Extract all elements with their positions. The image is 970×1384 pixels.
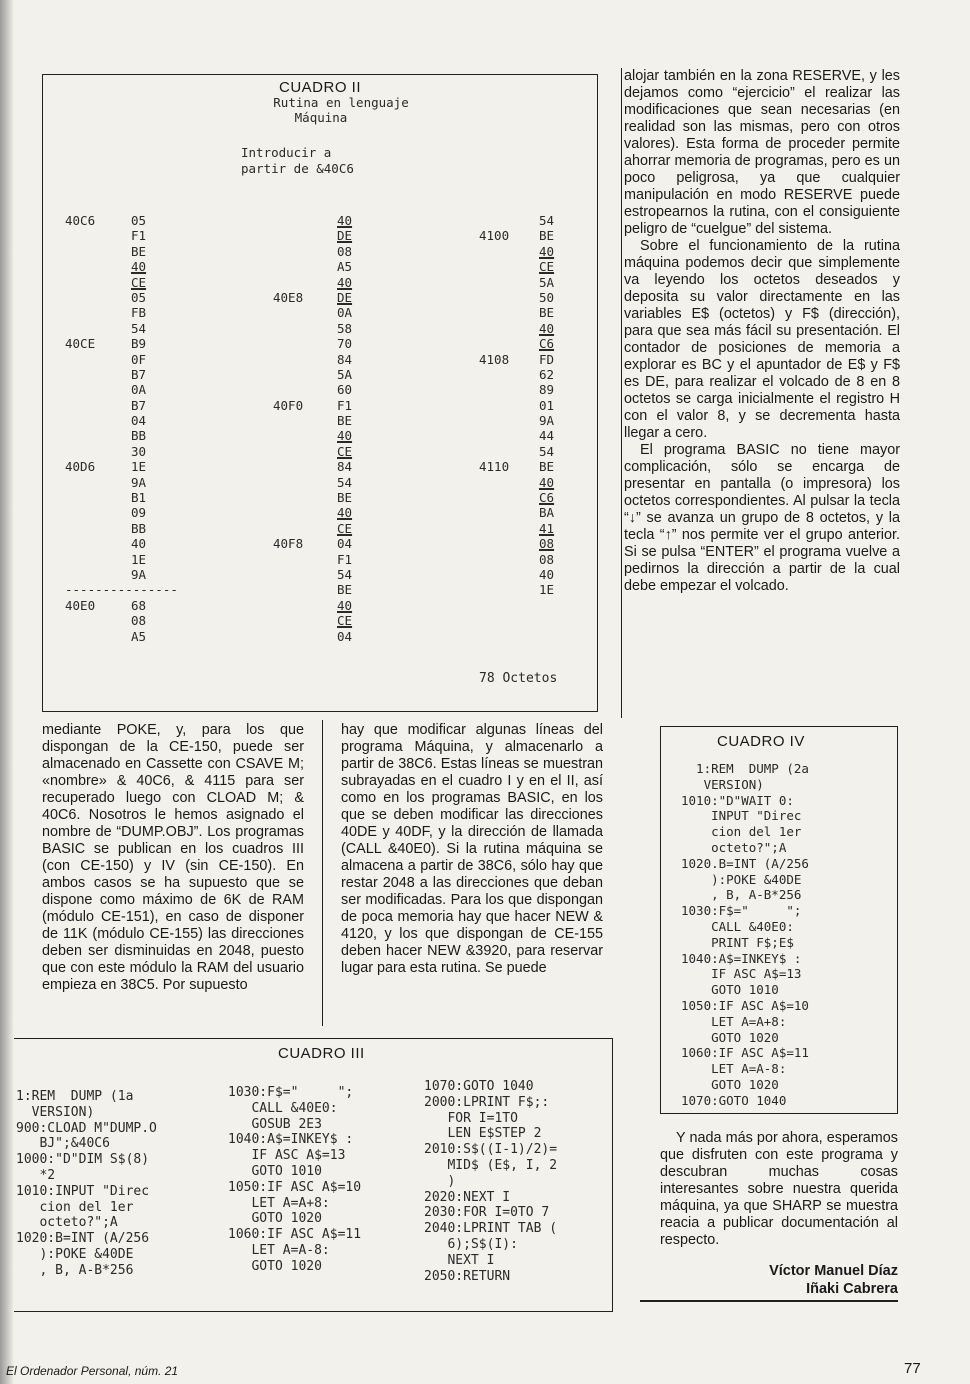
hex-byte: CE xyxy=(337,443,353,459)
hex-address xyxy=(479,321,509,336)
code-line: 900:CLOAD M"DUMP.O xyxy=(16,1120,157,1136)
hex-byte: 40 xyxy=(131,536,147,552)
hex-byte: BB xyxy=(131,520,147,536)
hex-address xyxy=(65,444,95,459)
hex-address xyxy=(479,490,509,505)
subtitle-line-2: Máquina xyxy=(294,110,348,125)
binding-shadow xyxy=(0,0,14,1384)
hex-address: 40F0 xyxy=(273,397,304,413)
footer-magazine: El Ordenador Personal, núm. 21 xyxy=(6,1364,179,1378)
hex-byte: FB xyxy=(131,305,147,321)
cuadro-2-subtitle xyxy=(241,95,441,125)
closing-paragraph: Y nada más por ahora, esperamos que disfruten con este programa y descubran muchas cosas interesantes sobre nuestra querida máquina, ya que SHARP se muestra reacia a publicar documentación al respecto. xyxy=(660,1130,898,1248)
right-paragraph-1: alojar también en la zona RESERVE, y les dejamos como “ejercicio” el realizar las modificaciones que sean necesarias (en realidad son las mismas, pero con otros valores). Esta forma de proceder permite ahorrar memoria de programas, pero es un poco peligrosa, ya que cualquier manipulación en modo RESERVE puede estropearnos la rutina, con el consiguiente peligro de “cuelgue” del sistema. xyxy=(624,68,900,237)
hex-address xyxy=(273,367,303,382)
hex-address: 4108 xyxy=(479,351,510,367)
data-column-3 xyxy=(539,213,554,598)
hex-byte: BA xyxy=(539,505,555,521)
hex-address xyxy=(479,475,509,490)
code-line: NEXT I xyxy=(424,1252,495,1268)
hex-address xyxy=(273,598,303,613)
hex-byte: 54 xyxy=(337,474,353,490)
hex-address xyxy=(65,629,95,644)
hex-address xyxy=(65,352,95,367)
hex-byte: 08 xyxy=(539,536,555,552)
hex-byte: C6 xyxy=(539,336,555,352)
hex-byte: BE xyxy=(337,490,353,506)
hex-address xyxy=(273,428,303,443)
hex-address xyxy=(273,382,303,397)
middle-right-text xyxy=(341,722,603,977)
hex-address xyxy=(65,613,95,628)
hex-byte: A5 xyxy=(337,259,353,275)
hex-byte: 50 xyxy=(539,289,555,305)
hex-byte: A5 xyxy=(131,628,147,644)
address-column-3 xyxy=(479,213,509,582)
hex-address xyxy=(65,305,95,320)
hex-address: 4110 xyxy=(479,459,510,475)
code-line: 1030:F$=" "; xyxy=(681,903,802,919)
code-line: MID$ (E$, I, 2 xyxy=(424,1157,558,1173)
hex-address xyxy=(273,321,303,336)
hex-address xyxy=(65,382,95,397)
hex-byte: 0F xyxy=(131,351,147,367)
hex-byte: DE xyxy=(337,289,353,305)
address-column-1 xyxy=(65,213,95,644)
hex-byte: 40 xyxy=(337,505,353,521)
code-line: 2030:FOR I=0TO 7 xyxy=(424,1205,550,1221)
hex-byte: 40 xyxy=(539,566,555,582)
hex-address xyxy=(273,413,303,428)
hex-byte: CE xyxy=(337,613,353,629)
code-line: octeto?";A xyxy=(681,839,787,855)
hex-byte: BB xyxy=(131,428,147,444)
hex-byte: 40 xyxy=(337,213,353,228)
hex-address xyxy=(479,275,509,290)
code-line: 1050:IF ASC A$=10 xyxy=(681,997,809,1013)
hex-byte: 60 xyxy=(337,382,353,398)
intro-line-1: Introducir a xyxy=(241,145,332,160)
hex-byte: 41 xyxy=(539,520,555,536)
hex-byte: 62 xyxy=(539,366,555,382)
code-line: 1010:"D"WAIT 0: xyxy=(681,792,794,808)
hex-byte: 5A xyxy=(539,274,555,290)
hex-address: 40CE xyxy=(65,336,96,352)
hex-address xyxy=(273,444,303,459)
code-line: ) xyxy=(424,1173,456,1189)
hex-byte: B7 xyxy=(131,397,147,413)
hex-address xyxy=(479,367,509,382)
hex-address xyxy=(479,521,509,536)
hex-byte: CE xyxy=(539,259,555,275)
code-line: GOTO 1020 xyxy=(228,1211,322,1227)
hex-address: 40D6 xyxy=(65,459,96,475)
hex-byte: C6 xyxy=(539,490,555,506)
hex-address xyxy=(479,290,509,305)
hex-address xyxy=(479,398,509,413)
hex-address xyxy=(65,428,95,443)
hex-byte: 40 xyxy=(539,320,555,336)
hex-address xyxy=(65,521,95,536)
hex-address xyxy=(65,321,95,336)
code-line: CALL &40E0: xyxy=(681,918,794,934)
code-line: 2010:S$((I-1)/2)= xyxy=(424,1142,558,1158)
code-line: 1030:F$=" "; xyxy=(228,1085,354,1100)
hex-address xyxy=(65,567,95,582)
code-line: 1:REM DUMP (1a xyxy=(16,1089,134,1104)
right-column-rule xyxy=(621,68,622,718)
hex-address xyxy=(479,213,509,228)
hex-address xyxy=(65,275,95,290)
code-line: 1060:IF ASC A$=11 xyxy=(228,1227,362,1243)
hex-byte: CE xyxy=(337,520,353,536)
code-line: 2050:RETURN xyxy=(424,1268,511,1284)
subtitle-line-1: Rutina en lenguaje xyxy=(273,95,409,110)
code-line: LET A=A-8: xyxy=(228,1242,330,1258)
octetos-count: 78 Octetos xyxy=(479,671,558,686)
hex-byte: 08 xyxy=(539,551,555,567)
hex-byte: 05 xyxy=(131,289,147,305)
right-paragraph-3: El programa BASIC no tiene mayor complicación, sólo se encarga de presentar en pantalla (o impresora) los octetos correspondientes. Al pulsar la tecla “↓” se avanza un grupo de 8 octetos, y la tecla “↑” nos permite ver el grupo anterior. Si se pulsa “ENTER” el programa vuelve a pedirnos la dirección a partir de la cual debe empezar el volcado. xyxy=(624,442,900,594)
middle-column-rule xyxy=(322,720,323,1026)
hex-address xyxy=(273,567,303,582)
intro-line-2: partir de &40C6 xyxy=(241,161,354,176)
hex-byte: 1E xyxy=(131,551,147,567)
code-line: 2000:LPRINT F$;: xyxy=(424,1094,550,1110)
hex-byte: 54 xyxy=(539,213,555,228)
hex-byte: 9A xyxy=(539,413,555,429)
hex-byte: CE xyxy=(131,274,147,290)
hex-address xyxy=(479,336,509,351)
closing-text xyxy=(660,1130,898,1249)
hex-byte: 1E xyxy=(539,582,555,598)
hex-address xyxy=(65,505,95,520)
hex-address xyxy=(65,259,95,274)
code-line: 2020:NEXT I xyxy=(424,1189,511,1205)
hex-byte: 54 xyxy=(337,566,353,582)
middle-left-paragraph: mediante POKE, y, para los que dispongan de la CE-150, puede ser almacenado en Cassette con CSAVE M; «nombre» & 40C6, & 4115 para ser recuperado luego con CLOAD M; & 40C6. Nosotros le hemos asignado el nombre de “DUMP.OBJ”. Los programas BASIC se publican en los cuadros III (con CE-150) y IV (sin CE-150). En ambos casos se ha supuesto que se dispone como máximo de 6K de RAM (módulo CE-151), en caso de disponer de 11K (módulo CE-155) las direcciones deben ser disminuidas en 2048, puesto que con este módulo la RAM del usuario empieza en 38C5. Por supuesto xyxy=(42,722,304,993)
hex-byte: DE xyxy=(337,228,353,244)
hex-address xyxy=(65,244,95,259)
middle-right-paragraph: hay que modificar algunas líneas del programa Máquina, y almacenarlo a partir de 38C6. Estas líneas se muestran subrayadas en el cuadro I y en el II, así como en los programas BASIC, en los que se deben modificar las direcciones 40DE y 40DF, y la dirección de llamada (CALL &40E0). Si la rutina máquina se almacena a partir de 38C6, sólo hay que restar 2048 a las direcciones que deban ser modificadas. Para los que dispongan de poca memoria hay que hacer NEW & 4120, y los que dispongan de CE-155 deben hacer NEW &3920, para reservar lugar para esta rutina. Se puede xyxy=(341,722,603,976)
hex-address xyxy=(273,459,303,474)
hex-address xyxy=(273,305,303,320)
hex-address xyxy=(273,213,303,228)
page-number: 77 xyxy=(904,1360,921,1377)
cuadro-2-intro xyxy=(241,145,354,177)
hex-byte: BE xyxy=(539,228,555,244)
code-line: VERSION) xyxy=(681,776,764,792)
hex-address xyxy=(479,305,509,320)
hex-address: 40E8 xyxy=(273,289,304,305)
hex-address xyxy=(479,444,509,459)
code-line: BJ";&40C6 xyxy=(16,1136,110,1152)
code-line: GOTO 1020 xyxy=(228,1258,322,1274)
hex-address xyxy=(273,490,303,505)
hex-byte: 04 xyxy=(337,628,353,644)
code-line: FOR I=1TO xyxy=(424,1110,518,1126)
hex-address: 40E0 xyxy=(65,597,96,613)
hex-byte: 9A xyxy=(131,474,147,490)
end-rule xyxy=(640,1300,898,1302)
cuadro-2-box xyxy=(42,74,598,712)
code-line: 1060:IF ASC A$=11 xyxy=(681,1045,809,1061)
hex-byte: 68 xyxy=(131,597,147,613)
hex-address xyxy=(65,552,95,567)
cuadro-3-code-col-1 xyxy=(16,1089,157,1279)
hex-address xyxy=(65,290,95,305)
code-line: 1020:B=INT (A/256 xyxy=(16,1231,150,1247)
hex-address xyxy=(273,552,303,567)
hex-byte: 5A xyxy=(337,366,353,382)
hex-address xyxy=(479,428,509,443)
hex-byte: 40 xyxy=(337,428,353,444)
hex-address xyxy=(479,259,509,274)
hex-address xyxy=(273,244,303,259)
code-line: *2 xyxy=(16,1167,56,1183)
hex-address xyxy=(65,475,95,490)
hex-byte: 84 xyxy=(337,459,353,475)
hex-address xyxy=(65,536,95,551)
code-line: LET A=A+8: xyxy=(681,1013,787,1029)
hex-byte: BE xyxy=(337,582,353,598)
hex-byte: 04 xyxy=(337,536,353,552)
hex-byte: 70 xyxy=(337,336,353,352)
hex-address xyxy=(479,413,509,428)
hex-byte: 1E xyxy=(131,459,147,475)
hex-byte: 44 xyxy=(539,428,555,444)
hex-byte: 54 xyxy=(131,320,147,336)
code-line: VERSION) xyxy=(16,1104,95,1120)
hex-byte: 40 xyxy=(539,474,555,490)
hex-byte: 0A xyxy=(337,305,353,321)
hex-byte: F1 xyxy=(337,551,353,567)
hex-address xyxy=(273,336,303,351)
hex-byte: B7 xyxy=(131,366,147,382)
cuadro-4-box xyxy=(660,726,898,1114)
code-line: LET A=A+8: xyxy=(228,1195,330,1211)
address-column-2 xyxy=(273,213,303,613)
hex-address: 4100 xyxy=(479,228,510,244)
hex-address xyxy=(273,275,303,290)
hex-byte: 08 xyxy=(131,613,147,629)
code-line: , B, A-B*256 xyxy=(16,1262,134,1278)
hex-address xyxy=(65,413,95,428)
hex-byte: 04 xyxy=(131,413,147,429)
hex-address: 40C6 xyxy=(65,213,96,228)
cuadro-4-code xyxy=(681,761,809,1109)
author-signature xyxy=(640,1262,898,1298)
code-line: IF ASC A$=13 xyxy=(228,1148,346,1164)
right-paragraph-2: Sobre el funcionamiento de la rutina máquina podemos decir que simplemente va leyendo los octetos deseados y deposita su valor directamente en las variables E$ (octetos) y F$ (dirección), para que sea más fácil su presentación. El contador de posiciones de memoria a explorar es BC y el apuntador de E$ y F$ es DE, para realizar el volcado de 8 en 8 octetos se carga inicialmente el registro H con el valor 8, y se decrementa hasta llegar a cero. xyxy=(624,238,900,441)
code-line: 1070:GOTO 1040 xyxy=(424,1079,534,1094)
hex-address xyxy=(273,259,303,274)
code-line: 1050:IF ASC A$=10 xyxy=(228,1179,362,1195)
hex-byte: 08 xyxy=(337,243,353,259)
data-column-2 xyxy=(337,213,352,644)
hex-address xyxy=(479,244,509,259)
code-line: INPUT "Direc xyxy=(681,808,802,824)
hex-byte: BE xyxy=(539,305,555,321)
code-line: IF ASC A$=13 xyxy=(681,966,802,982)
hex-byte: --------------- xyxy=(65,582,178,598)
hex-byte: FD xyxy=(539,351,555,367)
code-line: 1:REM DUMP (2a xyxy=(681,761,809,776)
hex-address xyxy=(65,490,95,505)
code-line: LEN E$STEP 2 xyxy=(424,1126,542,1142)
code-line: PRINT F$;E$ xyxy=(681,934,794,950)
hex-address xyxy=(479,505,509,520)
code-line: 1040:A$=INKEY$ : xyxy=(681,950,802,966)
hex-address xyxy=(479,536,509,551)
hex-address xyxy=(65,367,95,382)
cuadro-3-code-col-3 xyxy=(424,1079,557,1284)
code-line: CALL &40E0: xyxy=(228,1100,338,1116)
hex-address xyxy=(65,398,95,413)
code-line: ):POKE &40DE xyxy=(16,1246,134,1262)
code-line: cion del 1er xyxy=(16,1199,134,1215)
hex-address xyxy=(479,552,509,567)
code-line: 1020.B=INT (A/256 xyxy=(681,855,809,871)
hex-address xyxy=(479,567,509,582)
hex-address xyxy=(273,475,303,490)
hex-address xyxy=(65,228,95,243)
hex-byte: BE xyxy=(337,413,353,429)
hex-byte: 84 xyxy=(337,351,353,367)
cuadro-3-code-col-2 xyxy=(228,1085,361,1275)
right-column-text xyxy=(624,68,900,595)
code-line: cion del 1er xyxy=(681,824,802,840)
hex-byte: B9 xyxy=(131,336,147,352)
hex-byte: BE xyxy=(539,459,555,475)
hex-byte: 0A xyxy=(131,382,147,398)
code-line: 1000:"D"DIM S$(8) xyxy=(16,1152,150,1168)
hex-byte: F1 xyxy=(337,397,353,413)
code-line: , B, A-B*256 xyxy=(681,887,802,903)
code-line: GOTO 1020 xyxy=(681,1029,779,1045)
cuadro-2-title: CUADRO II xyxy=(279,79,362,96)
code-line: ):POKE &40DE xyxy=(681,871,802,887)
hex-byte: 58 xyxy=(337,320,353,336)
hex-byte: 40 xyxy=(337,274,353,290)
hex-address xyxy=(273,228,303,243)
hex-address xyxy=(479,382,509,397)
hex-byte: 40 xyxy=(131,259,147,275)
cuadro-3-title: CUADRO III xyxy=(278,1045,365,1062)
hex-byte: 01 xyxy=(539,397,555,413)
code-line: octeto?";A xyxy=(16,1215,118,1231)
code-line: LET A=A-8: xyxy=(681,1061,787,1077)
hex-address xyxy=(273,505,303,520)
hex-byte: BE xyxy=(131,243,147,259)
hex-byte: F1 xyxy=(131,228,147,244)
author-2: Iñaki Cabrera xyxy=(806,1281,898,1297)
middle-left-text xyxy=(42,722,304,994)
hex-address xyxy=(273,582,303,597)
code-line: GOTO 1010 xyxy=(681,982,779,998)
cuadro-3-box xyxy=(14,1038,613,1312)
code-line: GOTO 1020 xyxy=(681,1076,779,1092)
hex-address xyxy=(273,352,303,367)
hex-byte: 30 xyxy=(131,443,147,459)
hex-byte: 05 xyxy=(131,213,147,228)
code-line: 1010:INPUT "Direc xyxy=(16,1183,150,1199)
code-line: 1070:GOTO 1040 xyxy=(681,1092,787,1108)
hex-byte: 9A xyxy=(131,566,147,582)
hex-byte: 89 xyxy=(539,382,555,398)
hex-address: 40F8 xyxy=(273,536,304,552)
cuadro-4-title: CUADRO IV xyxy=(717,733,805,750)
hex-byte: 54 xyxy=(539,443,555,459)
code-line: 6);S$(I): xyxy=(424,1236,518,1252)
code-line: GOSUB 2E3 xyxy=(228,1116,322,1132)
hex-byte: 09 xyxy=(131,505,147,521)
hex-byte: 40 xyxy=(539,243,555,259)
code-line: GOTO 1010 xyxy=(228,1163,322,1179)
hex-byte: 40 xyxy=(337,597,353,613)
hex-byte: B1 xyxy=(131,490,147,506)
hex-address xyxy=(273,521,303,536)
code-line: 1040:A$=INKEY$ : xyxy=(228,1132,354,1148)
code-line: 2040:LPRINT TAB ( xyxy=(424,1221,558,1237)
author-1: Víctor Manuel Díaz xyxy=(769,1263,898,1279)
